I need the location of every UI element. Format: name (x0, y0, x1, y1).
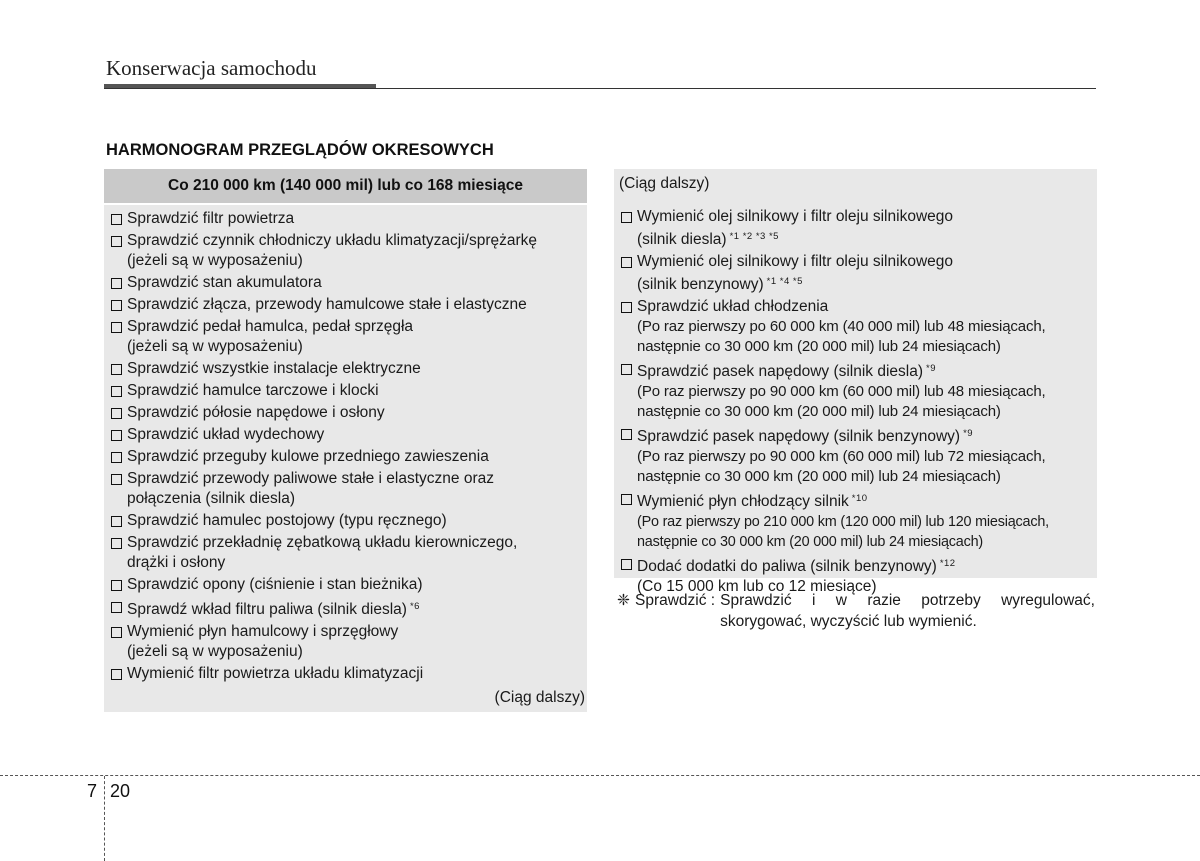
footnote-text (715, 590, 1095, 632)
checkbox-icon (111, 430, 122, 441)
panel-divider (104, 203, 587, 205)
item-line: (jeżeli są w wyposażeniu) (127, 643, 303, 660)
page-number: 20 (110, 781, 131, 801)
item-line: Sprawdzić układ wydechowy (127, 426, 325, 443)
item-line: (jeżeli są w wyposażeniu) (127, 338, 303, 355)
chapter-number: 7 (87, 781, 98, 801)
item-line (637, 489, 1084, 512)
checkbox-icon (111, 602, 122, 613)
checkbox-icon (621, 364, 632, 375)
checkbox-icon (621, 257, 632, 268)
checklist-item (104, 359, 574, 379)
item-line: Sprawdzić złącza, przewody hamulcowe stałe i elastyczne (127, 296, 527, 313)
checklist-item (614, 252, 1084, 295)
item-detail: (Po raz pierwszy po 90 000 km (60 000 mil) lub 48 miesiącach, (637, 383, 1046, 400)
checklist-item (614, 489, 1084, 552)
footnote-line: Sprawdzić i w razie potrzeby wyregulować, (720, 592, 1095, 609)
checklist-item (104, 317, 574, 357)
item-line (637, 554, 1084, 577)
item-line-text: Sprawdzić pasek napędowy (silnik diesla) (637, 363, 924, 380)
checklist-item (104, 622, 574, 662)
item-line: Sprawdzić układ chłodzenia (637, 298, 829, 315)
checkbox-icon (111, 278, 122, 289)
item-line-text: (silnik diesla) (637, 231, 727, 248)
checkbox-icon (111, 386, 122, 397)
footnote-ref: *9 (963, 428, 974, 439)
item-detail: następnie co 30 000 km (20 000 mil) lub 24 miesiącach) (637, 338, 1001, 355)
header-rule (104, 88, 1096, 89)
item-line: Wymienić olej silnikowy i filtr oleju silnikowego (637, 208, 953, 225)
checkbox-icon (111, 300, 122, 311)
checklist-item (104, 469, 574, 509)
section-heading: HARMONOGRAM PRZEGLĄDÓW OKRESOWYCH (106, 141, 494, 159)
left-checklist (104, 209, 574, 686)
footnote-line: skorygować, wyczyścić lub wymienić. (720, 613, 977, 630)
item-line (637, 227, 1084, 250)
item-line (637, 272, 1084, 295)
checkbox-icon (621, 429, 632, 440)
continued-note: (Ciąg dalszy) (619, 175, 710, 192)
interval-header: Co 210 000 km (140 000 mil) lub co 168 miesiące (104, 169, 587, 203)
item-line: Sprawdzić opony (ciśnienie i stan bieżnika) (127, 576, 423, 593)
item-line: Sprawdzić hamulec postojowy (typu ręcznego) (127, 512, 447, 529)
checklist-item (104, 209, 574, 229)
checklist-item (104, 295, 574, 315)
footnote (617, 590, 1095, 632)
item-line: Sprawdzić przekładnię zębatkową układu kierowniczego, (127, 534, 518, 551)
footnote-ref: *12 (939, 558, 956, 569)
checkbox-icon (621, 494, 632, 505)
item-line: Sprawdzić wszystkie instalacje elektryczne (127, 360, 421, 377)
checkbox-icon (111, 538, 122, 549)
item-line: połączenia (silnik diesla) (127, 490, 295, 507)
footnote-term: Sprawdzić : (635, 592, 716, 609)
checklist-item (614, 359, 1084, 422)
item-line (127, 597, 574, 620)
checklist-item (104, 381, 574, 401)
item-line-text: Sprawdzić pasek napędowy (silnik benzynowy) (637, 428, 961, 445)
checklist-item (104, 447, 574, 467)
item-line: Sprawdzić półosie napędowe i osłony (127, 404, 385, 421)
checklist-item (104, 664, 574, 684)
checklist-item (104, 511, 574, 531)
item-detail: następnie co 30 000 km (20 000 mil) lub 24 miesiącach) (637, 534, 983, 550)
item-line-text: Dodać dodatki do paliwa (silnik benzynowy) (637, 558, 937, 575)
checklist-item (104, 403, 574, 423)
item-line: Sprawdzić pedał hamulca, pedał sprzęgła (127, 318, 414, 335)
right-checklist (614, 207, 1084, 599)
item-detail: (Po raz pierwszy po 210 000 km (120 000 mil) lub 120 miesiącach, (637, 514, 1049, 530)
checkbox-icon (111, 322, 122, 333)
footnote-label (617, 590, 715, 632)
item-line (637, 359, 1084, 382)
item-line: Sprawdzić stan akumulatora (127, 274, 322, 291)
item-line: Wymienić olej silnikowy i filtr oleju silnikowego (637, 253, 953, 270)
item-line: (jeżeli są w wyposażeniu) (127, 252, 303, 269)
footnote-ref: *1 *4 *5 (766, 276, 803, 287)
checkbox-icon (111, 408, 122, 419)
item-detail: następnie co 30 000 km (20 000 mil) lub 24 miesiącach) (637, 403, 1001, 420)
checklist-item (614, 297, 1084, 357)
right-maintenance-panel (614, 169, 1097, 595)
footnote-ref: *1 *2 *3 *5 (729, 231, 779, 242)
checklist-item (104, 425, 574, 445)
item-line: Sprawdzić przewody paliwowe stałe i elastyczne oraz (127, 470, 494, 487)
footnote-symbol-icon: ❈ (617, 592, 630, 609)
item-line-text: Sprawdź wkład filtru paliwa (silnik diesla) (127, 601, 407, 618)
footer-divider (0, 775, 1200, 776)
checkbox-icon (111, 452, 122, 463)
footnote-ref: *10 (851, 493, 868, 504)
checkbox-icon (111, 516, 122, 527)
item-detail: (Po raz pierwszy po 60 000 km (40 000 mil) lub 48 miesiącach, (637, 318, 1046, 335)
page-header-title: Konserwacja samochodu (106, 56, 317, 80)
item-detail: (Po raz pierwszy po 90 000 km (60 000 mil) lub 72 miesiącach, (637, 448, 1046, 465)
checklist-item (104, 533, 574, 573)
checkbox-icon (111, 236, 122, 247)
item-line-text: (silnik benzynowy) (637, 276, 764, 293)
checklist-item (614, 207, 1084, 250)
item-line: Wymienić filtr powietrza układu klimatyzacji (127, 665, 424, 682)
checkbox-icon (111, 580, 122, 591)
checklist-item (104, 597, 574, 620)
continued-note: (Ciąg dalszy) (494, 689, 585, 706)
checklist-item (614, 424, 1084, 487)
footnote-ref: *9 (926, 363, 937, 374)
item-line: Sprawdzić filtr powietrza (127, 210, 295, 227)
item-line: Wymienić płyn hamulcowy i sprzęgłowy (127, 623, 399, 640)
item-line: Sprawdzić czynnik chłodniczy układu klimatyzacji/sprężarkę (127, 232, 538, 249)
item-line (637, 424, 1084, 447)
checkbox-icon (111, 214, 122, 225)
item-line: drążki i osłony (127, 554, 226, 571)
item-line: Sprawdzić hamulce tarczowe i klocki (127, 382, 379, 399)
checkbox-icon (111, 474, 122, 485)
footnote-ref: *6 (409, 601, 420, 612)
item-detail: (Co 15 000 km lub co 12 miesiące) (637, 578, 877, 595)
item-line: Sprawdzić przeguby kulowe przedniego zawieszenia (127, 448, 489, 465)
item-line-text: Wymienić płyn chłodzący silnik (637, 493, 849, 510)
checkbox-icon (111, 364, 122, 375)
checklist-item (104, 231, 574, 271)
left-maintenance-panel (104, 169, 587, 712)
checkbox-icon (111, 627, 122, 638)
checkbox-icon (621, 302, 632, 313)
checkbox-icon (621, 559, 632, 570)
footer-vertical-divider (104, 776, 105, 861)
checklist-item (104, 273, 574, 293)
item-detail: następnie co 30 000 km (20 000 mil) lub 24 miesiącach) (637, 468, 1001, 485)
checklist-item (104, 575, 574, 595)
checkbox-icon (621, 212, 632, 223)
checkbox-icon (111, 669, 122, 680)
